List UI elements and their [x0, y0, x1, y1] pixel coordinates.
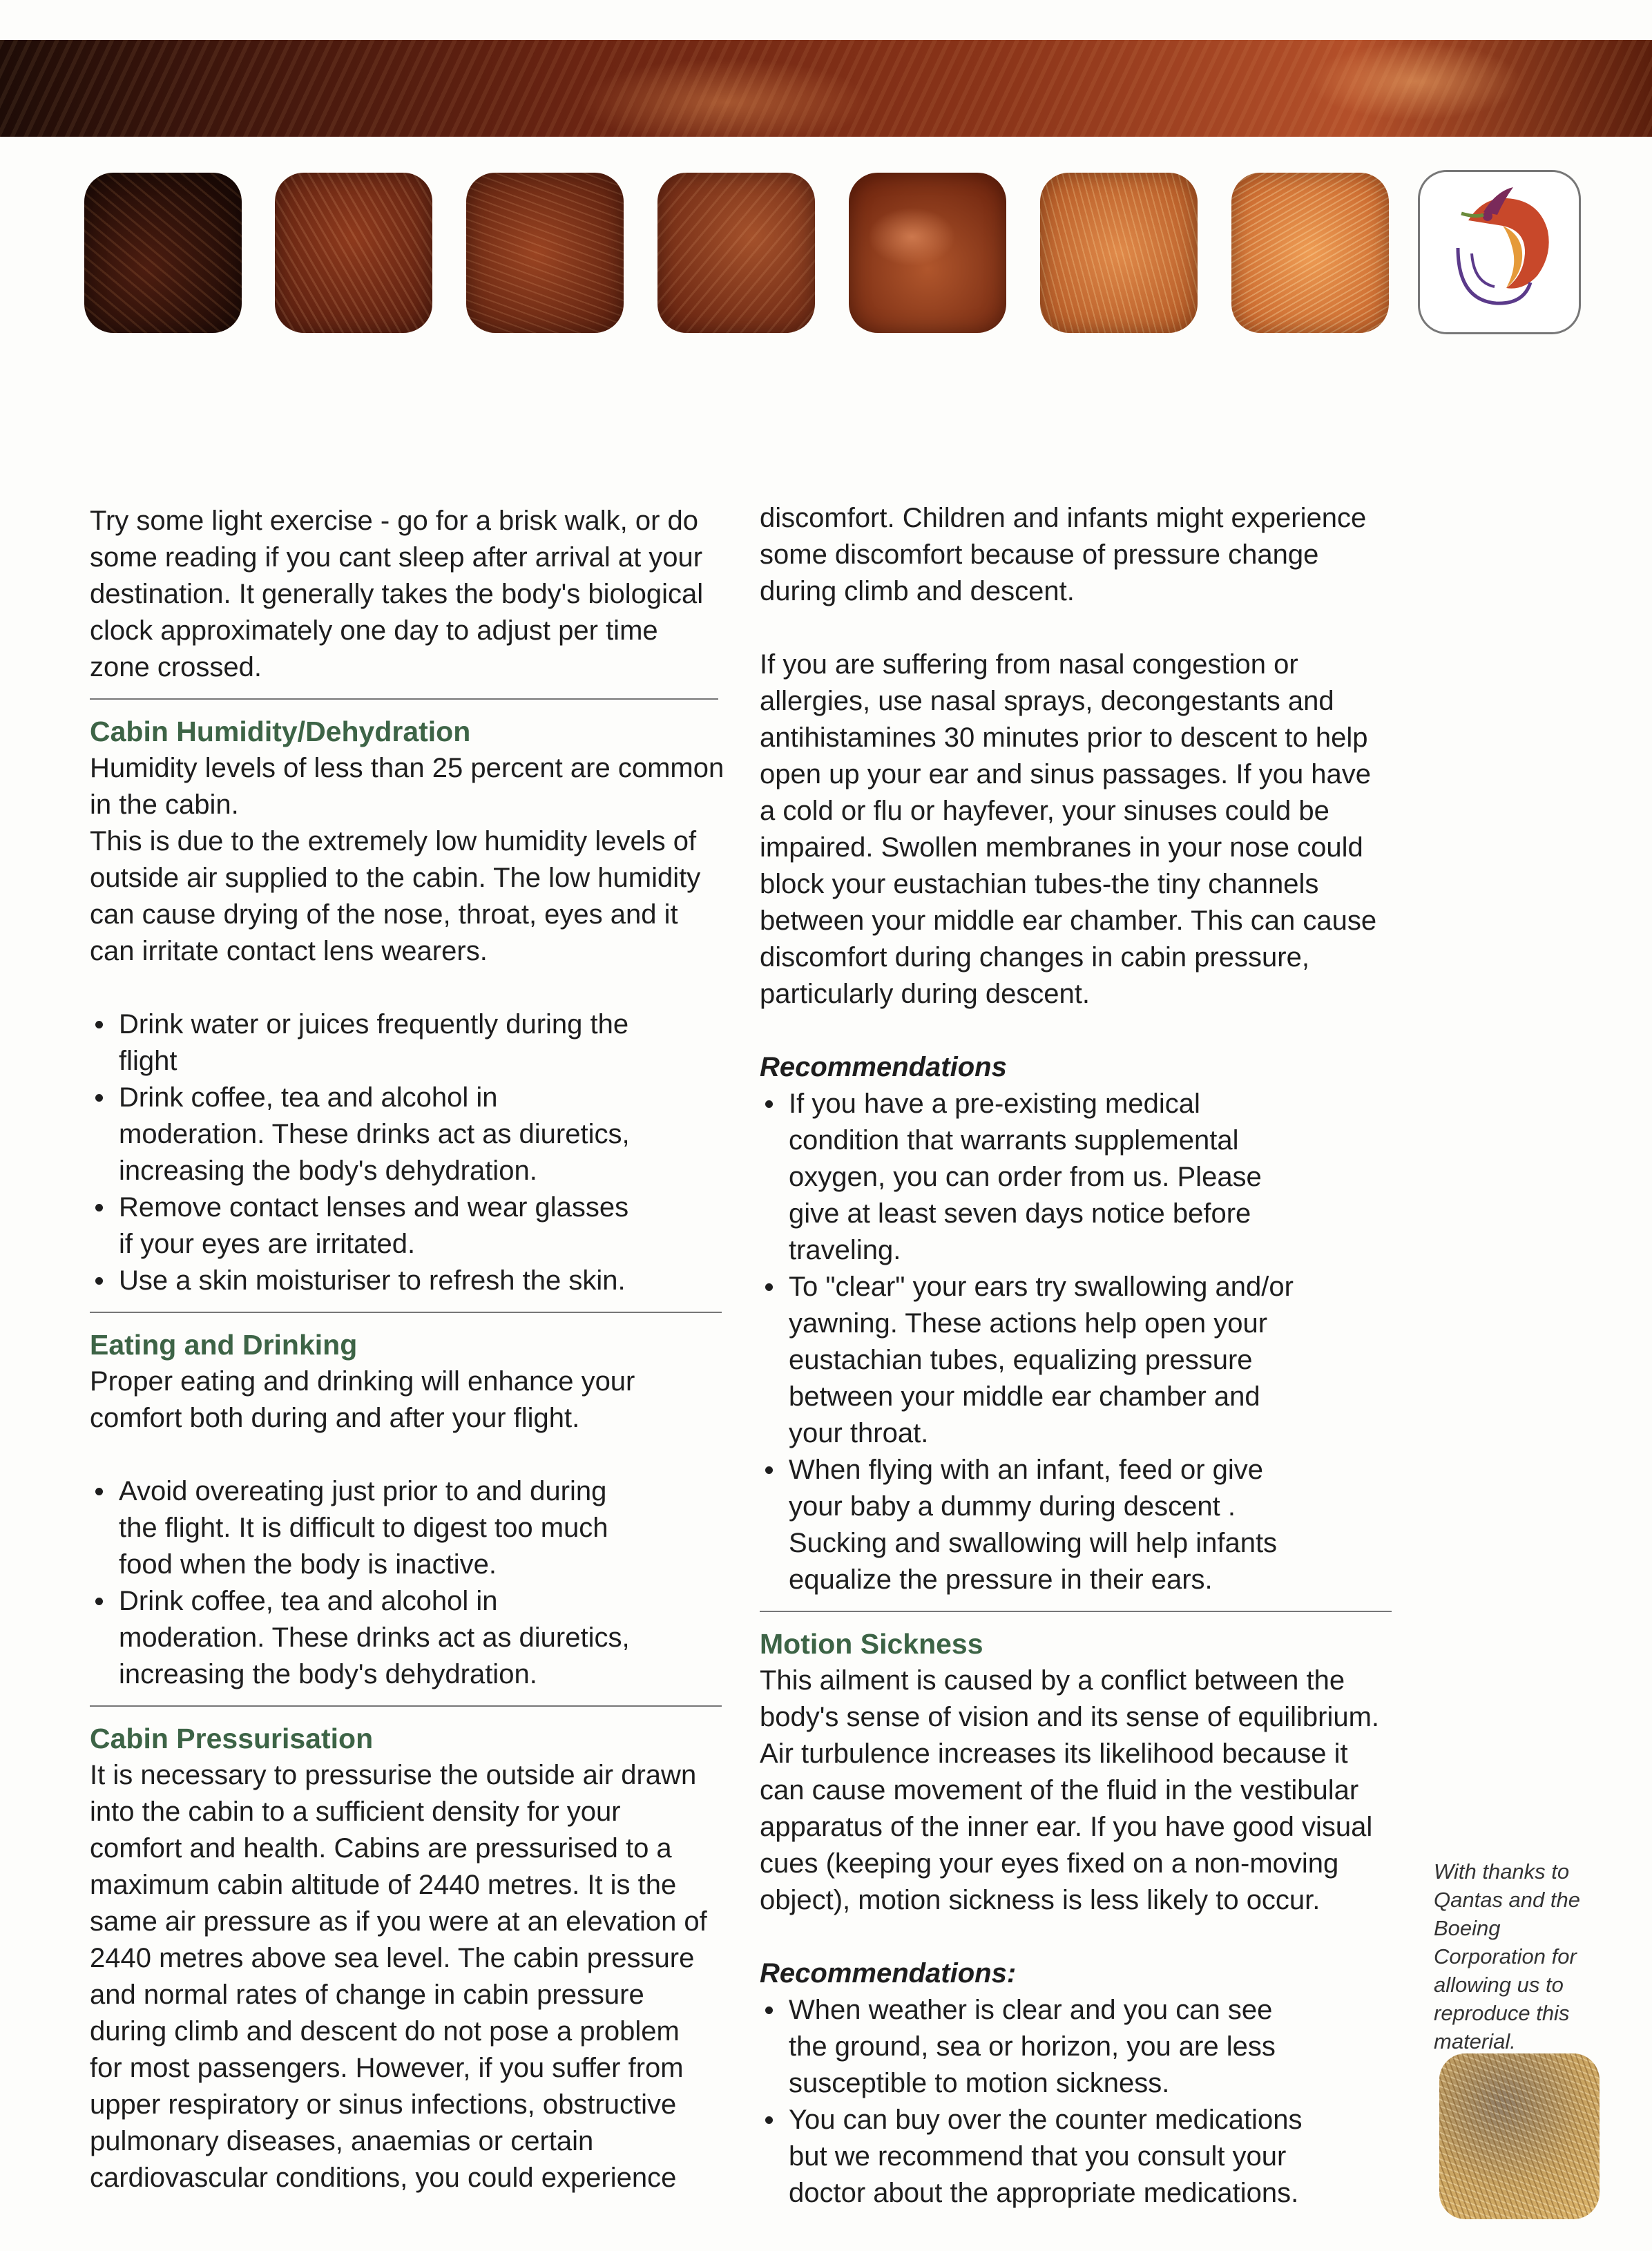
- continued-paragraph: discomfort. Children and infants might experience some discomfort because of pressure change during climb and descent.: [760, 503, 1367, 606]
- feather-photo: [1439, 2053, 1600, 2219]
- motion-recommendations-heading: Recommendations:: [760, 1958, 1017, 1989]
- section-divider: [760, 1611, 1392, 1612]
- list-item: Drink water or juices frequently during the flight: [90, 1006, 642, 1080]
- nasal-paragraph: If you are suffering from nasal congestion or allergies, use nasal sprays, decongestants and antihistamines 30 minutes prior to descent to help open up your ear and sinus passages. If you have a cold or flu or hayfever, your sinuses could be impaired. Swollen membranes in your nose could block your eustachian tubes-the tiny channels between your middle ear chamber. This can cause discomfort during changes in cabin pressure, particularly during descent.: [760, 649, 1377, 1009]
- motion-recommendations-list: [760, 1992, 1305, 2212]
- section-divider: [90, 698, 718, 700]
- motion-sickness-heading: Motion Sickness: [760, 1628, 983, 1660]
- photo-tile: [84, 173, 242, 333]
- header-banner-image: [0, 40, 1652, 137]
- photo-tile: [1231, 173, 1389, 333]
- right-column: [760, 500, 1395, 2212]
- list-item: To "clear" your ears try swallowing and/or yawning. These actions help open your eustachian tubes, equalizing pressure between your middle ear chamber and your throat.: [760, 1269, 1298, 1452]
- section-divider: [90, 1312, 722, 1313]
- list-item: You can buy over the counter medications but we recommend that you consult your doctor about the appropriate medications.: [760, 2102, 1305, 2212]
- list-item: Remove contact lenses and wear glasses if your eyes are irritated.: [90, 1189, 642, 1263]
- bird-of-paradise-logo-icon: [1420, 172, 1579, 332]
- list-item: When flying with an infant, feed or give your baby a dummy during descent . Sucking and swallowing will help infants equalize the pressure in their ears.: [760, 1452, 1298, 1598]
- photo-tile: [1040, 173, 1198, 333]
- list-item: When weather is clear and you can see the ground, sea or horizon, you are less susceptible to motion sickness.: [760, 1992, 1305, 2102]
- acknowledgement-note: With thanks to Qantas and the Boeing Corporation for allowing us to reproduce this material.: [1434, 1859, 1580, 2053]
- humidity-bullet-list: [90, 1006, 642, 1299]
- recommendations-list: [760, 1086, 1298, 1598]
- motion-sickness-paragraph: This ailment is caused by a conflict between the body's sense of vision and its sense of equilibrium. Air turbulence increases its likelihood because it can cause movement of the fluid in the vestibular apparatus of the inner ear. If you have good visual cues (keeping your eyes fixed on a non-moving object), motion sickness is less likely to occur.: [760, 1665, 1380, 1915]
- recommendations-heading: Recommendations: [760, 1052, 1007, 1082]
- humidity-paragraph-2: This is due to the extremely low humidity levels of outside air supplied to the cabin. The low humidity can cause drying of the nose, throat, eyes and it can irritate contact lens wearers.: [90, 826, 701, 966]
- photo-tile: [657, 173, 815, 333]
- photo-tile: [466, 173, 624, 333]
- airline-logo-tile: [1418, 170, 1581, 334]
- photo-tile: [275, 173, 432, 333]
- section-divider: [90, 1705, 722, 1707]
- eating-heading: Eating and Drinking: [90, 1329, 358, 1361]
- humidity-paragraph-1: Humidity levels of less than 25 percent are common in the cabin.: [90, 753, 724, 820]
- list-item: Drink coffee, tea and alcohol in moderation. These drinks act as diuretics, increasing the body's dehydration.: [90, 1583, 635, 1693]
- pressurisation-paragraph: It is necessary to pressurise the outside air drawn into the cabin to a sufficient density for your comfort and health. Cabins are pressurised to a maximum cabin altitude of 2440 metres. It is the same air pressure as if you were at an elevation of 2440 metres above sea level. The cabin pressure and normal rates of change in cabin pressure during climb and descent do not pose a problem for most passengers. However, if you suffer from upper respiratory or sinus infections, obstructive pulmonary diseases, anaemias or certain cardiovascular conditions, you could experience: [90, 1760, 707, 2193]
- eating-paragraph: Proper eating and drinking will enhance your comfort both during and after your flight.: [90, 1366, 635, 1433]
- intro-paragraph: Try some light exercise - go for a brisk walk, or do some reading if you cant sleep after arrival at your destination. It generally takes the body's biological clock approximately one day to adjust per time zone crossed.: [90, 506, 704, 682]
- list-item: Avoid overeating just prior to and during the flight. It is difficult to digest too much food when the body is inactive.: [90, 1473, 635, 1583]
- humidity-heading: Cabin Humidity/Dehydration: [90, 716, 471, 747]
- list-item: Drink coffee, tea and alcohol in moderation. These drinks act as diuretics, increasing the body's dehydration.: [90, 1080, 642, 1189]
- photo-tile: [849, 173, 1006, 333]
- pressurisation-heading: Cabin Pressurisation: [90, 1723, 374, 1754]
- list-item: If you have a pre-existing medical condition that warrants supplemental oxygen, you can order from us. Please give at least seven days notice before traveling.: [760, 1086, 1298, 1269]
- list-item: Use a skin moisturiser to refresh the skin.: [90, 1263, 809, 1299]
- left-column: [90, 503, 725, 2196]
- eating-bullet-list: [90, 1473, 635, 1693]
